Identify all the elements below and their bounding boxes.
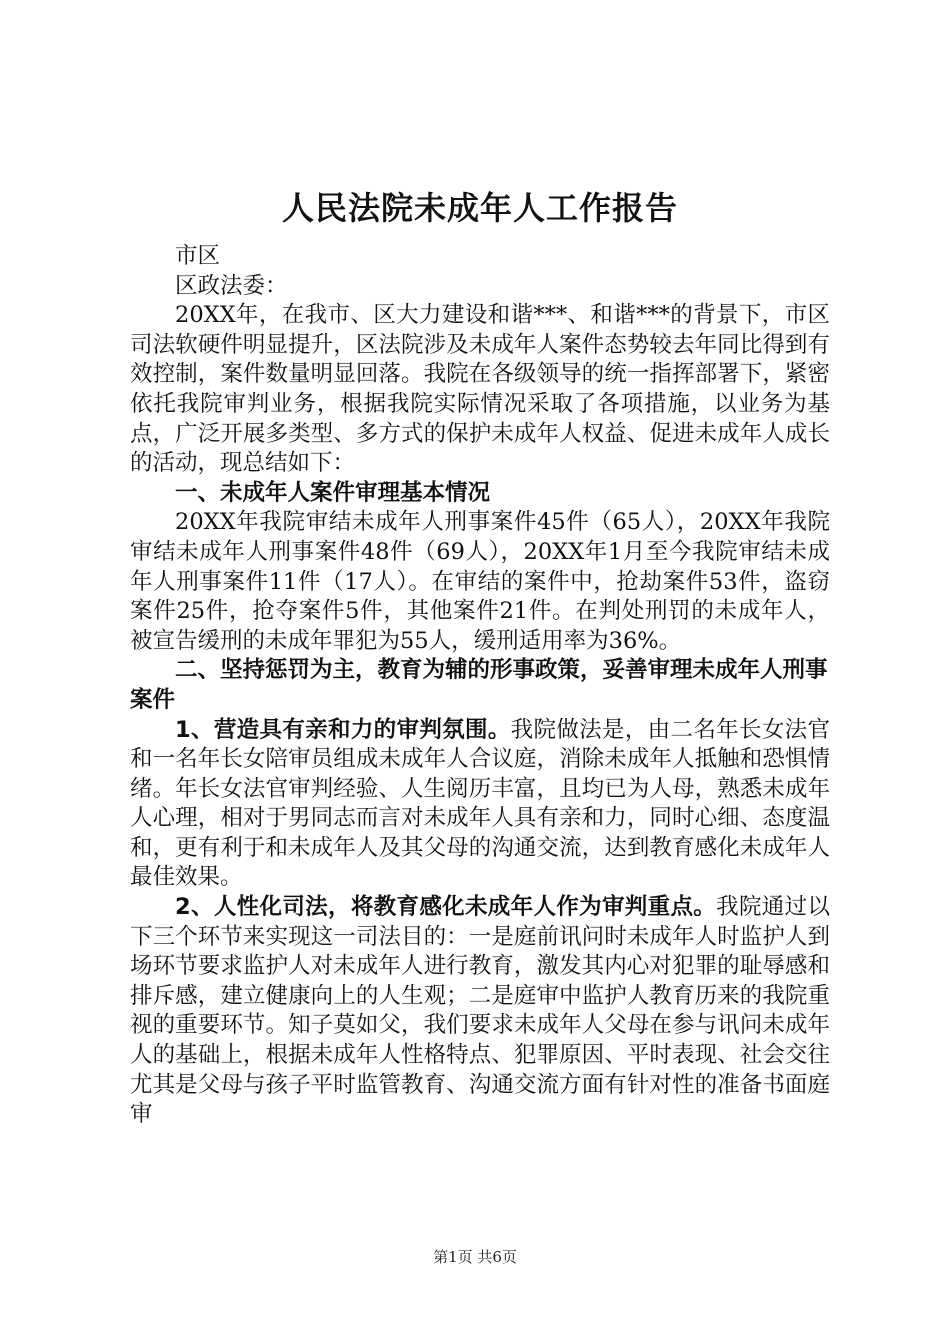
item-2-paragraph (130, 893, 830, 1130)
salutation-line-2: 区政法委： (175, 272, 288, 299)
document-page (130, 180, 830, 1130)
item-1-body: 我院做法是，由二名年长女法官和一名年长女陪审员组成未成年人合议庭，消除未成年人抵触和恐惧情绪。年长女法官审判经验、人生阅历丰富，且均已为人母，熟悉未成年人心理，相对于男同志而言对未成年人具有亲和力，同时心细、态度温和，更有利于和未成年人及其父母的沟通交流，达到教育感化未成年人最佳效果。 (130, 716, 830, 891)
item-1-lead: 1、营造具有亲和力的审判氛围。 (175, 716, 511, 743)
item-2-lead: 2、人性化司法，将教育感化未成年人作为审判重点。 (175, 894, 717, 921)
section-2-heading: 二、坚持惩罚为主，教育为辅的形事政策，妥善审理未成年人刑事案件 (130, 657, 828, 713)
salutation-line-1: 市区 (175, 243, 221, 269)
document-title: 人民法院未成年人工作报告 (281, 189, 678, 227)
page-footer: 第1页 共6页 (433, 1248, 517, 1266)
intro-paragraph: 20XX年，在我市、区大力建设和谐***、和谐***的背景下，市区司法软硬件明显提升，区法院涉及未成年人案件态势较去年同比得到有效控制，案件数量明显回落。我院在各级领导的统一指挥部署下，紧密依托我院审判业务，根据我院实际情况采取了各项措施，以业务为基点，广泛开展多类型、多方式的保护未成年人权益、促进未成年人成长的活动，现总结如下： (130, 302, 830, 477)
section-1-paragraph: 20XX年我院审结未成年人刑事案件45件（65人），20XX年我院审结未成年人刑事案件48件（69人），20XX年1月至今我院审结未成年人刑事案件11件（17人）。在审结的案件中，抢劫案件53件，盗窃案件25件，抢夺案件5件，其他案件21件。在判处刑罚的未成年人，被宣告缓刑的未成年罪犯为55人，缓刑适用率为36%。 (130, 509, 830, 654)
item-2-body: 我院通过以下三个环节来实现这一司法目的：一是庭前讯问时未成年人时监护人到场环节要求监护人对未成年人进行教育，激发其内心对犯罪的耻辱感和排斥感，建立健康向上的人生观；二是庭审中监护人教育历来的我院重视的重要环节。知子莫如父，我们要求未成年人父母在参与讯问未成年人的基础上，根据未成年人性格特点、犯罪原因、平时表现、社会交往尤其是父母与孩子平时监管教育、沟通交流方面有针对性的准备书面庭审 (130, 894, 830, 1128)
section-1-heading: 一、未成年人案件审理基本情况 (175, 479, 491, 506)
item-1-paragraph (130, 716, 830, 894)
